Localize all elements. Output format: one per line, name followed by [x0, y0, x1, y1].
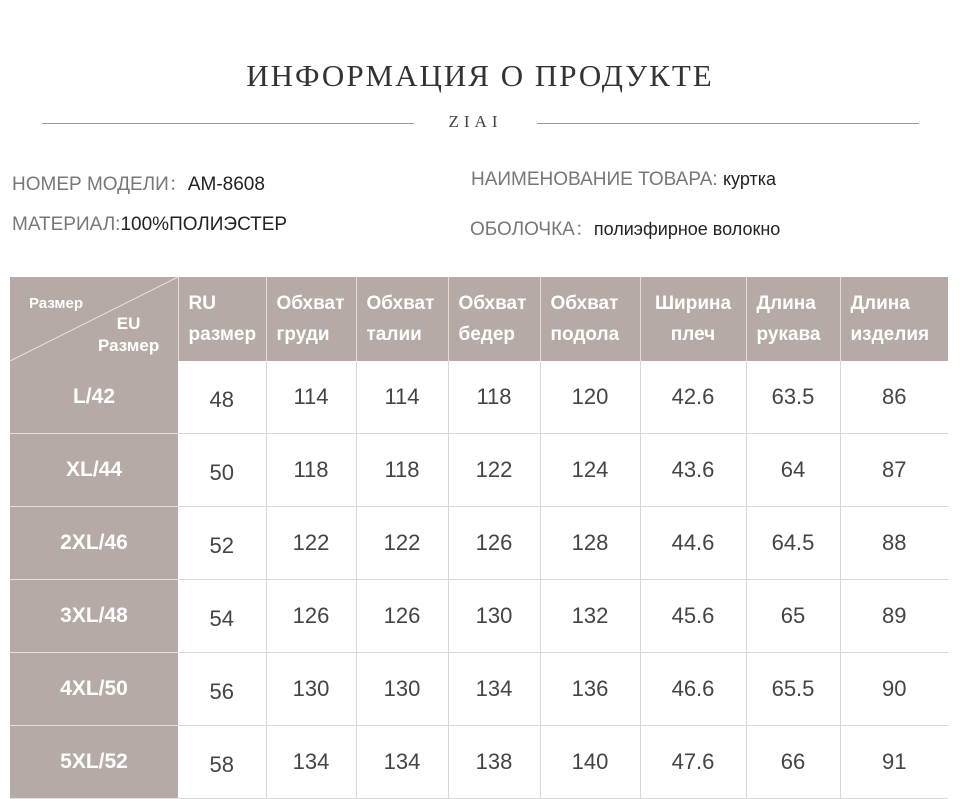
table-cell: 65.5	[746, 653, 840, 726]
table-cell: 134	[448, 653, 540, 726]
table-cell: 63.5	[746, 361, 840, 434]
table-cell: 114	[356, 361, 448, 434]
product-name-value: куртка	[722, 169, 776, 189]
column-header-line1: RU	[188, 293, 216, 314]
table-cell: 140	[540, 726, 640, 799]
table-cell: 114	[266, 361, 356, 434]
table-cell: 48	[178, 361, 266, 434]
table-cell: 66	[746, 726, 840, 799]
table-cell: 86	[840, 361, 948, 434]
shell-value: полиэфирное волокно	[593, 219, 781, 239]
column-header-line2: подола	[550, 324, 620, 345]
table-cell: 130	[266, 653, 356, 726]
table-cell: 118	[266, 434, 356, 507]
shell-label: ОБОЛОЧКА：	[470, 219, 594, 240]
table-cell: 134	[356, 726, 448, 799]
table-row	[10, 580, 948, 653]
title-divider-left	[42, 123, 414, 124]
column-header	[840, 277, 948, 361]
column-header-line2: рукава	[756, 324, 821, 345]
column-header-line1: Ширина	[654, 293, 732, 314]
size-label-cell: 5XL/52	[10, 726, 178, 799]
table-cell: 126	[448, 507, 540, 580]
table-cell: 120	[540, 361, 640, 434]
brand-name: ZIAI	[448, 112, 503, 131]
column-header	[356, 277, 448, 361]
size-label-cell: 3XL/48	[10, 580, 178, 653]
table-cell: 58	[178, 726, 266, 799]
title-divider-right	[537, 123, 919, 124]
table-cell: 122	[356, 507, 448, 580]
column-header-line1: Обхват	[550, 293, 619, 314]
product-name-row	[471, 169, 776, 191]
table-cell: 52	[178, 507, 266, 580]
table-cell: 91	[840, 726, 948, 799]
table-row	[10, 653, 948, 726]
table-row	[10, 507, 948, 580]
column-header-line1: Обхват	[458, 293, 527, 314]
table-cell: 43.6	[640, 434, 746, 507]
table-cell: 65	[746, 580, 840, 653]
size-corner-header	[10, 277, 178, 361]
table-cell: 54	[178, 580, 266, 653]
table-cell: 64	[746, 434, 840, 507]
table-cell: 64.5	[746, 507, 840, 580]
corner-label-eu: EU	[116, 314, 141, 333]
table-cell: 87	[840, 434, 948, 507]
table-cell: 136	[540, 653, 640, 726]
column-header-line2: размер	[188, 324, 257, 345]
page-title: ИНФОРМАЦИЯ О ПРОДУКТЕ	[246, 58, 714, 93]
table-cell: 44.6	[640, 507, 746, 580]
product-name-label: НАИМЕНОВАНИЕ ТОВАРА:	[471, 169, 718, 190]
table-cell: 124	[540, 434, 640, 507]
table-cell: 47.6	[640, 726, 746, 799]
column-header	[640, 277, 746, 361]
table-row	[10, 361, 948, 434]
table-cell: 126	[356, 580, 448, 653]
size-label-cell: L/42	[10, 361, 178, 434]
table-cell: 122	[448, 434, 540, 507]
model-number-row	[12, 169, 265, 196]
column-header-line2: изделия	[850, 324, 930, 345]
table-row	[10, 726, 948, 799]
table-cell: 118	[356, 434, 448, 507]
table-cell: 128	[540, 507, 640, 580]
column-header-line1: Длина	[756, 293, 816, 314]
size-label-cell: XL/44	[10, 434, 178, 507]
column-header	[266, 277, 356, 361]
column-header	[540, 277, 640, 361]
table-cell: 45.6	[640, 580, 746, 653]
column-header-line1: Обхват	[366, 293, 435, 314]
corner-label-eu-size	[98, 313, 159, 357]
model-number-label: НОМЕР МОДЕЛИ：	[12, 174, 188, 195]
table-cell: 50	[178, 434, 266, 507]
table-cell: 130	[356, 653, 448, 726]
size-chart-table	[10, 277, 948, 799]
table-cell: 132	[540, 580, 640, 653]
material-row	[12, 214, 287, 236]
table-cell: 126	[266, 580, 356, 653]
column-header-line2: талии	[366, 324, 422, 345]
column-header-line2: груди	[276, 324, 330, 345]
table-cell: 46.6	[640, 653, 746, 726]
model-number-value: AM-8608	[187, 174, 265, 195]
size-label-cell: 2XL/46	[10, 507, 178, 580]
column-header	[178, 277, 266, 361]
material-value: 100%ПОЛИЭСТЕР	[120, 214, 288, 235]
table-cell: 88	[840, 507, 948, 580]
table-cell: 134	[266, 726, 356, 799]
table-cell: 56	[178, 653, 266, 726]
table-cell: 90	[840, 653, 948, 726]
table-cell: 130	[448, 580, 540, 653]
column-header-line2: бедер	[458, 324, 516, 345]
table-cell: 138	[448, 726, 540, 799]
size-label-cell: 4XL/50	[10, 653, 178, 726]
table-row	[10, 434, 948, 507]
column-header-line1: Обхват	[276, 293, 345, 314]
column-header	[746, 277, 840, 361]
table-header-row	[10, 277, 948, 361]
column-header-line1: Длина	[850, 293, 910, 314]
table-cell: 89	[840, 580, 948, 653]
column-header-line2: плеч	[670, 324, 716, 345]
corner-label-eu-size-word: Размер	[98, 336, 160, 355]
shell-row	[470, 214, 780, 241]
material-label: МАТЕРИАЛ:	[12, 214, 121, 235]
table-cell: 42.6	[640, 361, 746, 434]
column-header	[448, 277, 540, 361]
table-cell: 122	[266, 507, 356, 580]
corner-label-size: Размер	[29, 295, 84, 312]
table-cell: 118	[448, 361, 540, 434]
